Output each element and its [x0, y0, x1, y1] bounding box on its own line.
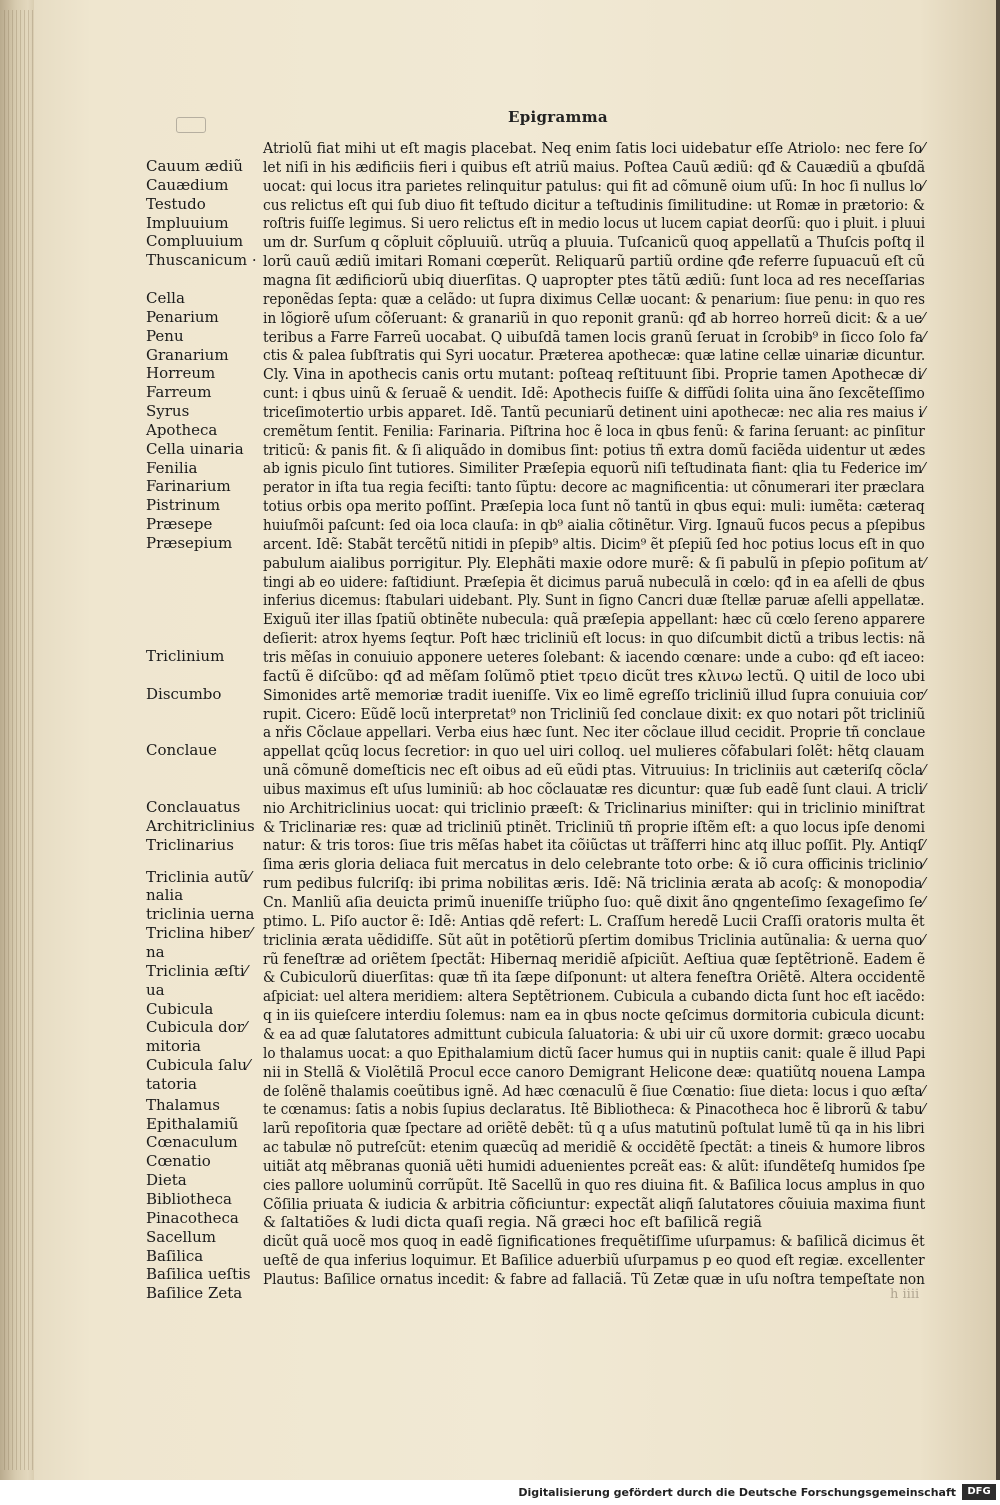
text-line: reponẽdas ſepta: quæ a celãdo: ut ſupra diximus Cellæ uocant: & penarium: ſiue penu: in quo res: [263, 290, 925, 308]
text-line: ab ignis piculo ſint tutiores. Similiter Præſepia equorũ niſi teſtudinata fiant: qlia tu Federice im⁄: [263, 460, 925, 478]
text-line: dicũt quã uocẽ mos quoq in eadẽ ſignificationes frequẽtiſſime uſurpamus: & baſilicã dicimus ẽt: [263, 1233, 925, 1251]
signature-mark: h iiii: [890, 1287, 920, 1302]
text-line: appellat qcũq locus ſecretior: in quo uel uiri colloq. uel mulieres cõfabulari ſolẽt: hẽtq clauam: [263, 743, 925, 761]
text-line: Exiguũ iter illas ſpatiũ obtinẽte nubecula: quã præſepia appellant: hæc cũ cœlo ſereno apparere: [263, 611, 926, 629]
marginal-gloss: Cella uinaria: [146, 439, 244, 458]
marginal-gloss: Fenilia: [146, 458, 198, 477]
marginal-gloss: Cœnatio: [146, 1152, 211, 1171]
text-line: teribus a Farre Farreũ uocabat. Q uibuſdã tamen locis granũ ſeruat in ſcrobib⁹ in ſicco ſolo fa⁄: [263, 328, 926, 346]
text-line: rum pedibus fulcriſq: ibi prima nobilitas æris. Idẽ: Nã triclinia ærata ab acoſç: & monopodia⁄: [263, 875, 925, 893]
text-line: huiuſmõi paſcunt: ſed oia loca clauſa: in qb⁹ aialia cõtinẽtur. Virg. Ignauũ fucos pecus a pſepibus: [263, 517, 926, 534]
text-line: lo thalamus uocat: a quo Epithalamium dictũ ſacer humus qui in nuptiis canit: quale ẽ illud Papi: [263, 1044, 926, 1062]
text-line: rũ feneſtræ ad oriẽtem ſpectãt: Hibernaq meridiẽ aſpiciũt. Aeſtiua quæ ſeptẽtrionẽ. Eadem ẽ: [263, 950, 926, 968]
text-line: tingi ab eo uidere: faſtidiunt. Præſepia ẽt dicimus paruã nubeculã in cœlo: qđ in ea aſelli de qbus: [263, 573, 925, 591]
page-edge-lines: [4, 10, 34, 1470]
text-line: perator in iſta tua regia feciſti: tanto ſũptu: decore ac magnificentia: ut cõnumerari iter præclara: [263, 479, 925, 497]
text-line: triclinia ærata uẽdidiſſe. Sũt aũt in potẽtiorũ pſertim domibus Triclinia autũnalia: & uerna quo⁄: [263, 931, 925, 949]
marginal-gloss: Testudo: [146, 194, 206, 213]
marginal-gloss: Discumbo: [146, 684, 222, 703]
footer-bar: [0, 1480, 1000, 1505]
running-head: Epigramma: [508, 108, 608, 126]
text-line: roſtris fuiſſe legimus. Si uero relictus eſt in medio locus ut lucem capiat deorſũ: quo i pluit. i pluui: [263, 215, 926, 233]
text-line: a nřis Cõclaue appellari. Verba eius hæc ſunt. Nec iter cõclaue illud cecidit. Proprie tñ conclaue: [263, 724, 926, 742]
text-line: cies pallore uoluminũ corrũpũt. Itẽ Sacellũ in quo res diuina fit. & Baſilica locus amplus in quo: [263, 1176, 925, 1194]
text-line: inferius dicemus: ſtabulari uidebant. Ply. Sunt in ſigno Cancri duæ ſtellæ paruæ aſelli appellatæ.: [263, 592, 925, 610]
marginal-gloss: Triclina hiber⁄: [146, 924, 252, 943]
marginal-gloss: Conclauatus: [146, 797, 241, 816]
marginal-gloss: mitoria: [146, 1037, 201, 1056]
marginal-gloss: triclinia uerna: [146, 905, 255, 924]
text-line: let niſi in his ædificiis fieri i quibus eſt atriũ maius. Poſtea Cauũ ædiũ: qđ & Cauædiũ a qbuſdã: [263, 158, 926, 176]
marginal-gloss: Syrus: [146, 402, 190, 421]
text-line: ſima æris gloria deliaca fuit mercatus in delo celebrante toto orbe: & iõ cura officinis triclinio⁄: [263, 856, 926, 874]
text-line: cus relictus eſt qui ſub diuo fit teſtudo dicitur a teſtudinis ſimilitudine: ut Romæ in prætorio: &: [263, 196, 926, 214]
text-line: tris mẽſas in conuiuio apponere ueteres ſolebant: & iacendo cœnare: unde a cubo: qđ eſt iaceo:: [263, 648, 925, 666]
marginal-gloss: Farinarium: [146, 477, 231, 496]
library-stamp: [176, 117, 206, 133]
text-line: & Triclinariæ res: quæ ad tricliniũ ptinẽt. Tricliniũ tñ proprie iſtẽm eſt: a quo locus ipſe denomi: [263, 818, 926, 836]
text-line: cunt: i qbus uinũ & ſeruaẽ & uendit. Idẽ: Apothecis fuiſſe & diffũdi ſolita uina ãno ſexcẽteſſimo: [263, 385, 925, 403]
text-line: ctis & palea ſubſtratis qui Syri uocatur. Præterea apothecæ: quæ latine cellæ uinariæ dicuntur.: [263, 347, 926, 365]
text-line: nii in Stellã & Violẽtilã Procul ecce canoro Demigrant Helicone deæ: quatiũtq nouena Lampa: [263, 1063, 926, 1081]
marginal-gloss: Triclinarius: [146, 835, 234, 854]
marginal-gloss: Pistrinum: [146, 496, 221, 515]
text-line: rupit. Cicero: Eũdẽ locũ interpretat⁹ non Tricliniũ ſed conclaue dixit: ex quo notari põt tricliniũ: [263, 705, 926, 723]
marginal-gloss: Præsepe: [146, 515, 213, 534]
marginal-gloss: nalia: [146, 886, 184, 905]
text-line: in lõgiorẽ uſum cõſeruant: & granariũ in quo reponit granũ: qđ ab horreo horreũ dicit: & a ue⁄: [263, 309, 925, 327]
marginal-gloss: Triclinia autũ⁄: [146, 867, 251, 886]
text-line: & Cubiculorũ diuerſitas: quæ tñ ita ſæpe diſponunt: ut altera feneſtra Oriẽtẽ. Altera occidentẽ: [263, 969, 926, 987]
text-line: totius orbis opa merito poſſint. Præſepia loca ſunt nõ tantũ in qbus equi: muli: iumẽta: cæteraq: [263, 498, 925, 516]
text-line: Cn. Manliũ aſia deuicta primũ inueniſſe triũpho ſuo: quẽ dixit ãno qngenteſimo ſexageſimo ſe⁄: [263, 894, 925, 911]
marginal-gloss: Apotheca: [146, 420, 218, 439]
marginal-gloss: Dieta: [146, 1171, 187, 1190]
marginal-gloss: Præsepium: [146, 534, 233, 552]
marginal-gloss: Baſilica ueſtis: [146, 1265, 251, 1284]
text-line: triceſimotertio urbis apparet. Idẽ. Tantũ pecuniarũ detinent uini apothecæ: nec alia res maius i⁄: [263, 403, 925, 421]
marginal-gloss: Thalamus: [146, 1095, 220, 1114]
text-line: uibus maximus eſt uſus luminiũ: ab hoc cõclauatæ res dicuntur: quæ ſub eadẽ ſunt claui. A tricli⁄: [263, 780, 926, 798]
marginal-gloss: Conclaue: [146, 741, 217, 760]
marginal-gloss: Baſilica: [146, 1246, 204, 1265]
marginal-gloss: Penu: [146, 326, 184, 345]
marginal-gloss: tatoria: [146, 1074, 197, 1093]
marginal-gloss: Impluuium: [146, 213, 229, 232]
text-line: & ſaltatiões & ludi dicta quaſi regia. Nã græci hoc eſt baſilicã regiã: [263, 1214, 762, 1232]
marginal-gloss: Cubicula dor⁄: [146, 1018, 247, 1037]
text-line: uitiãt atq mẽbranas quoniã uẽti humidi aduenientes pcreãt eas: & alũt: iſundẽteſq humidos ſpe: [263, 1157, 926, 1175]
marginal-gloss: Farreum: [146, 383, 212, 402]
text-line: magna ſit ædificiorũ ubiq diuerſitas. Q uapropter ptes tãtũ ædiũ: ſunt loca ad res neceſſarias: [263, 271, 925, 289]
text-line: & ea ad quæ ſalutatores admittunt cubicula ſaluatoria: & ubi uir cũ uxore dormit: græco uocabu: [263, 1025, 926, 1043]
marginal-gloss: Granarium: [146, 345, 229, 364]
text-line: Cõſilia priuata & iudicia & arbitria cõficiuntur: expectãt aliqñ ſalutatores cõuiuia maxima fiunt: [263, 1195, 926, 1213]
dfg-logo-icon: DFG: [962, 1484, 996, 1500]
text-line: Atriolũ fiat mihi ut eſt magis placebat. Neq enim ſatis loci uidebatur eſſe Atriolo: nec fere ſo⁄: [263, 140, 925, 157]
text-line: arcent. Idẽ: Stabãt tercẽtũ nitidi in pſepib⁹ altis. Dicim⁹ ẽt pſepiũ ſed hoc potius locus eſt in quo: [263, 535, 925, 553]
text-line: larũ repoſitoria quæ ſpectare ad oriẽtẽ debẽt: tũ q a uſus matutinũ poſtulat lumẽ tũ qa in his libri: [263, 1120, 925, 1138]
text-line: pabulum aialibus porrigitur. Ply. Elephãti maxie odore murẽ: & ſi pabulũ in pſepio poſitum at⁄: [263, 554, 926, 572]
marginal-gloss: Cubicula ſalu⁄: [146, 1056, 250, 1075]
marginal-gloss: Cœnaculum: [146, 1133, 238, 1152]
text-line: te cœnamus: ſatis a nobis ſupius declaratus. Itẽ Bibliotheca: & Pinacotheca hoc ẽ librorũ & tabu⁄: [263, 1101, 925, 1119]
marginal-gloss: Bibliotheca: [146, 1189, 232, 1208]
text-line: cremẽtum ſentit. Fenilia: Farinaria. Piſtrina hoc ẽ loca in qbus fenũ: & farina ſeruant: ac pinſitur: [263, 422, 925, 440]
text-line: q in iis quieſcere interdiu ſolemus: nam ea in qbus nocte qeſcimus dormitoria cubicula dicunt:: [263, 1007, 925, 1025]
marginal-gloss: Thuscanicum ·: [146, 251, 257, 270]
marginal-gloss: Sacellum: [146, 1227, 216, 1246]
text-line: Cly. Vina in apothecis canis ortu mutant: poſteaq reſtituunt ſibi. Proprie tamen Apothecæ di⁄: [263, 366, 925, 384]
text-line: de ſolẽnẽ thalamis coeũtibus ignẽ. Ad hæc cœnaculũ ẽ ſiue Cœnatio: ſiue dieta: locus i quo æſta⁄: [263, 1082, 925, 1100]
text-line: ac tabulæ nõ putreſcũt: etenim quæcũq ad meridiẽ & occidẽtẽ ſpectãt: a tineis & humore libros: [263, 1139, 926, 1157]
marginal-gloss: Cubicula: [146, 999, 214, 1018]
marginal-gloss: Architriclinius: [146, 816, 255, 835]
marginal-gloss: Epithalamiũ: [146, 1114, 239, 1133]
text-line: ptimo. L. Piſo auctor ẽ: Idẽ: Antias qdẽ refert: L. Craſſum heredẽ Lucii Craſſi oratoris multa ẽt: [263, 912, 925, 930]
marginal-gloss: Cauum ædiũ: [146, 157, 243, 175]
text-line: ueſtẽ de qua inferius loquimur. Et Baſilice aduerbiũ uſurpamus p eo quod eſt regiæ. excellenter: [263, 1252, 925, 1270]
marginal-gloss: Baſilice Zeta: [146, 1284, 243, 1303]
text-line: nio Architriclinius uocat: qui triclinio præeſt: & Triclinarius miniſter: qui in triclinio miniſtrat: [263, 799, 925, 817]
marginal-gloss: Cella: [146, 288, 185, 307]
text-line: unã cõmunẽ domeſticis nec eſt oibus ad eũ eũdi ptas. Vitruuius: In tricliniis aut cæteriſq cõcla⁄: [263, 762, 926, 780]
text-line: Simonides artẽ memoriæ tradit iueniſſe. Vix eo limẽ egreſſo tricliniũ illud ſupra conuiuia cor⁄: [263, 686, 926, 704]
text-line: uocat: qui locus itra parietes relinquitur patulus: qui fit ad cõmunẽ oium uſũ: In hoc ſi nullus lo⁄: [263, 177, 925, 195]
marginal-gloss: Cauædium: [146, 175, 229, 194]
marginal-gloss: Compluuium: [146, 232, 244, 251]
marginal-gloss: na: [146, 943, 165, 962]
text-line: um dr. Surſum q cõpluit cõpluuiũ. utrũq a pluuia. Tuſcanicũ quoq appellatũ a Thuſcis poſtq il: [263, 234, 925, 252]
marginal-gloss: Triclinia æſti⁄: [146, 961, 248, 980]
text-line: factũ ẽ diſcũbo: qđ ad mẽſam ſolũmõ ptiet τρειο dicũt tres κλινω lectũ. Q uitil de loco ubi: [263, 667, 925, 685]
text-line: deſierit: atrox hyems ſeqtur. Poſt hæc tricliniũ eſt locus: in quo diſcumbit dictũ a tribus lectis: nã: [263, 630, 926, 648]
text-line: lorũ cauũ ædiũ imitari Romani cœperũt. Reliquarũ partiũ ordine qđe referre ſupuacuũ eſt cũ: [263, 253, 925, 271]
text-line: triticũ: & panis fit. & ſi aliquãdo in domibus ſint: potius tñ extra domũ faciẽda uidentur ut ædes: [263, 441, 926, 459]
marginal-gloss: Horreum: [146, 364, 216, 383]
text-line: Plautus: Baſilice ornatus incedit: & fabre ad fallaciã. Tũ Zetæ quæ in uſu noſtra tempeſtate non: [263, 1271, 925, 1288]
footer-credit: Digitalisierung gefördert durch die Deutsche Forschungsgemeinschaft: [518, 1486, 956, 1499]
marginal-gloss: Triclinium: [146, 647, 225, 666]
marginal-gloss: Penarium: [146, 307, 219, 326]
marginal-gloss: Pinacotheca: [146, 1208, 239, 1227]
marginal-gloss: ua: [146, 980, 165, 999]
text-line: natur: & tris toros: ſiue tris mẽſas habet ita cõiũctas ut trãſferri hinc atq illuc poſſit. Ply. Antiqſ⁄: [263, 837, 925, 855]
text-line: aſpiciat: uel altera meridiem: altera Septẽtrionem. Cubicula a cubando dicta ſunt hoc eſt iacẽdo:: [263, 988, 925, 1006]
